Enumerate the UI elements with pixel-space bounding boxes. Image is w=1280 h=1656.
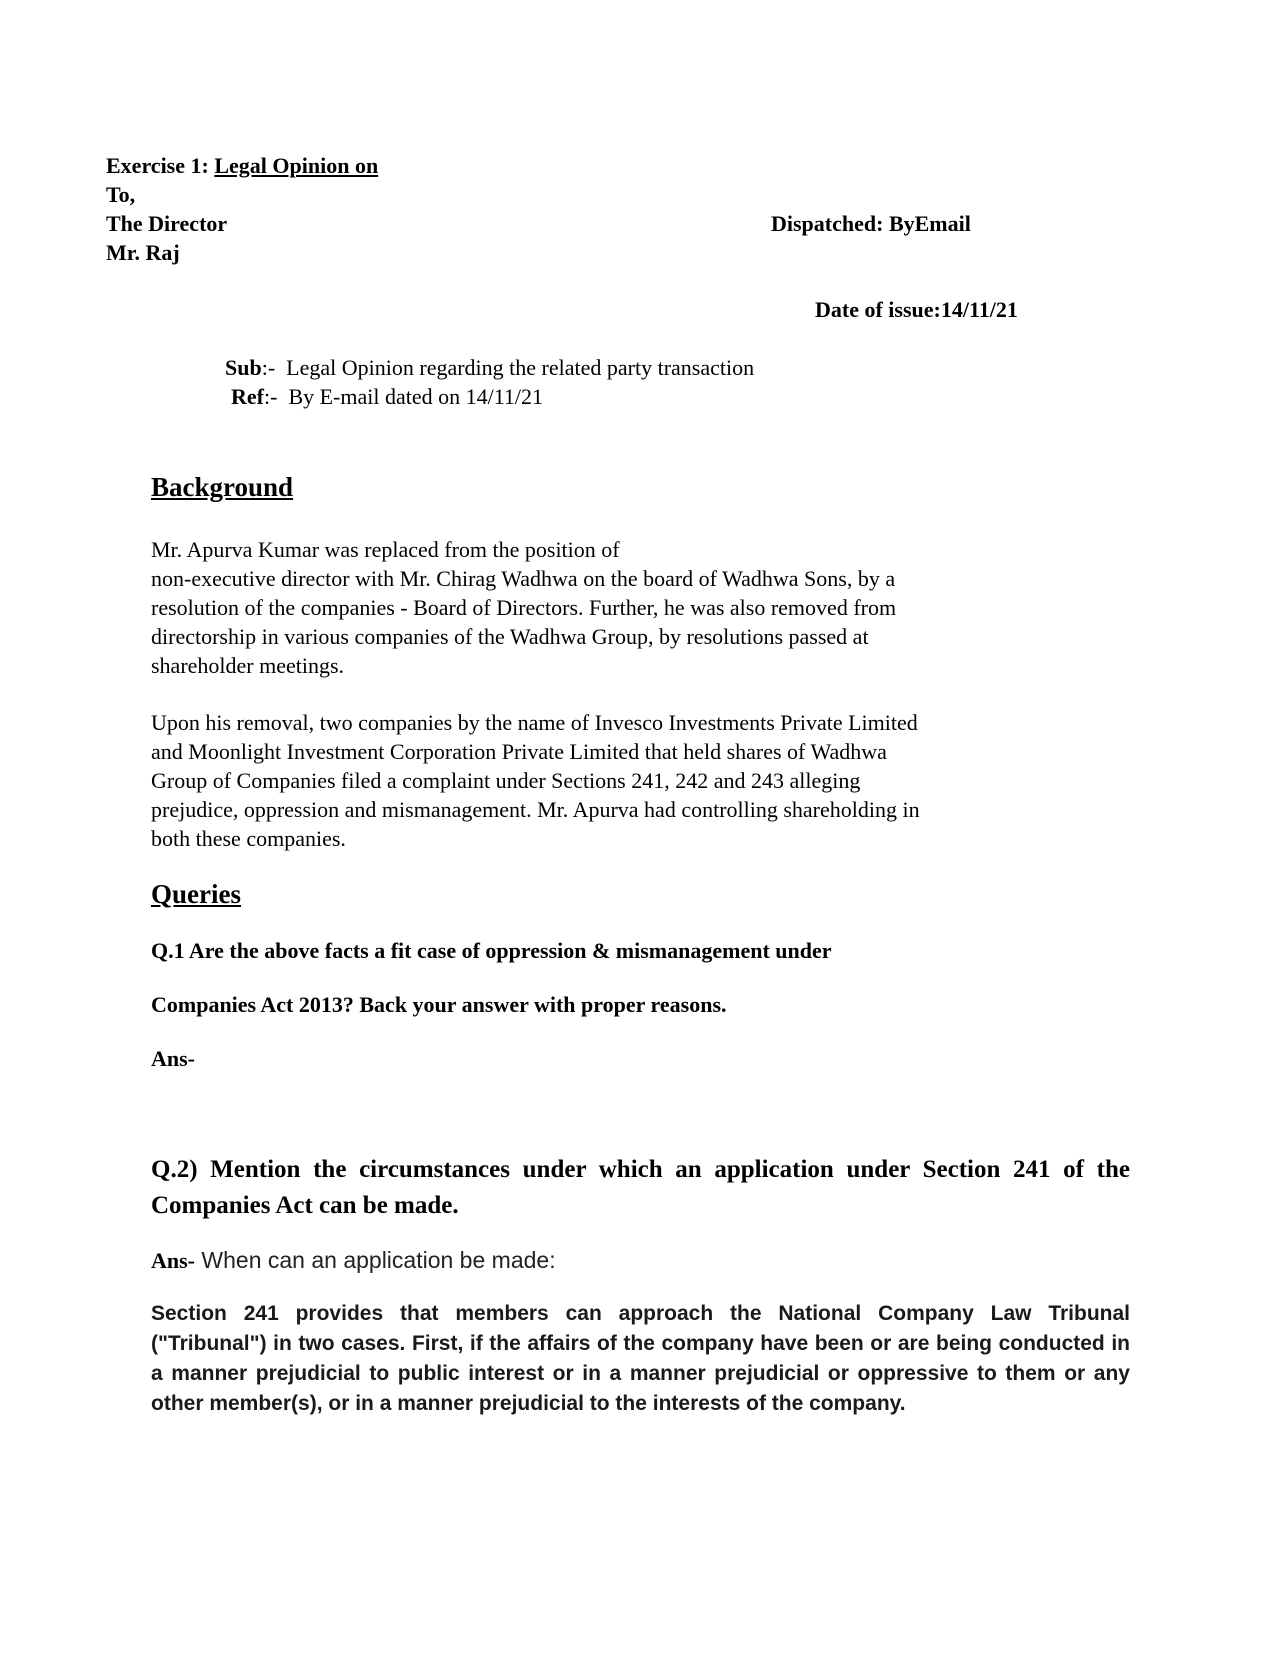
salutation-to: To, (106, 182, 136, 207)
paragraph-line: and Moonlight Investment Corporation Private Limited that held shares of Wadhwa (151, 739, 887, 764)
paragraph-line: Group of Companies filed a complaint under Sections 241, 242 and 243 alleging (151, 768, 861, 793)
reference-text: By E-mail dated on 14/11/21 (288, 384, 544, 409)
exercise-title-line (106, 151, 378, 180)
subject-line (225, 353, 754, 382)
queries-heading: Queries (151, 879, 241, 909)
exercise-prefix: Exercise 1: (106, 153, 215, 178)
paragraph-line: non-executive director with Mr. Chirag Wadhwa on the board of Wadhwa Sons, by a (151, 566, 896, 591)
subject-separator: :- (261, 355, 287, 380)
dispatched-info: Dispatched: ByEmail (771, 211, 971, 236)
background-paragraph-1 (151, 535, 896, 680)
subject-label: Sub (225, 355, 262, 380)
paragraph-line: Upon his removal, two companies by the name of Invesco Investments Private Limited (151, 710, 918, 735)
answer-1-label: Ans- (151, 1046, 196, 1071)
question-2: Q.2) Mention the circumstances under which an application under Section 241 of the Companies Act can be made. (151, 1156, 1130, 1219)
recipient-name: Mr. Raj (106, 240, 180, 265)
question-1-line-2: Companies Act 2013? Back your answer with proper reasons. (151, 992, 727, 1017)
background-heading: Background (151, 472, 294, 502)
paragraph-line: prejudice, oppression and mismanagement. Mr. Apurva had controlling shareholding in (151, 797, 920, 822)
background-paragraph-2 (151, 708, 920, 853)
paragraph-line: Mr. Apurva Kumar was replaced from the position of (151, 537, 620, 562)
paragraph-line: resolution of the companies - Board of Directors. Further, he was also removed from (151, 595, 897, 620)
paragraph-line: shareholder meetings. (151, 653, 345, 678)
reference-line (231, 382, 543, 411)
exercise-title: Legal Opinion on (214, 153, 379, 178)
answer-2-line (151, 1247, 556, 1274)
answer-2-intro: When can an application be made: (195, 1247, 556, 1273)
paragraph-line: directorship in various companies of the Wadhwa Group, by resolutions passed at (151, 624, 869, 649)
answer-2-label: Ans- (151, 1248, 196, 1273)
question-1-line-1: Q.1 Are the above facts a fit case of oppression & mismanagement under (151, 938, 832, 963)
section-241-paragraph: Section 241 provides that members can approach the National Company Law Tribunal ("Tribunal") in two cases. First, if the affairs of the company have been or are being conducted in a manner prejudicial to public interest or in a manner prejudicial or oppressive to them or any other member(s), or in a manner prejudicial to the interests of the company. (151, 1302, 1130, 1415)
paragraph-line: both these companies. (151, 826, 346, 851)
date-of-issue: Date of issue:14/11/21 (815, 297, 1018, 322)
reference-label: Ref (231, 384, 264, 409)
subject-text: Legal Opinion regarding the related party transaction (286, 355, 755, 380)
recipient-title: The Director (106, 211, 228, 236)
reference-separator: :- (263, 384, 289, 409)
